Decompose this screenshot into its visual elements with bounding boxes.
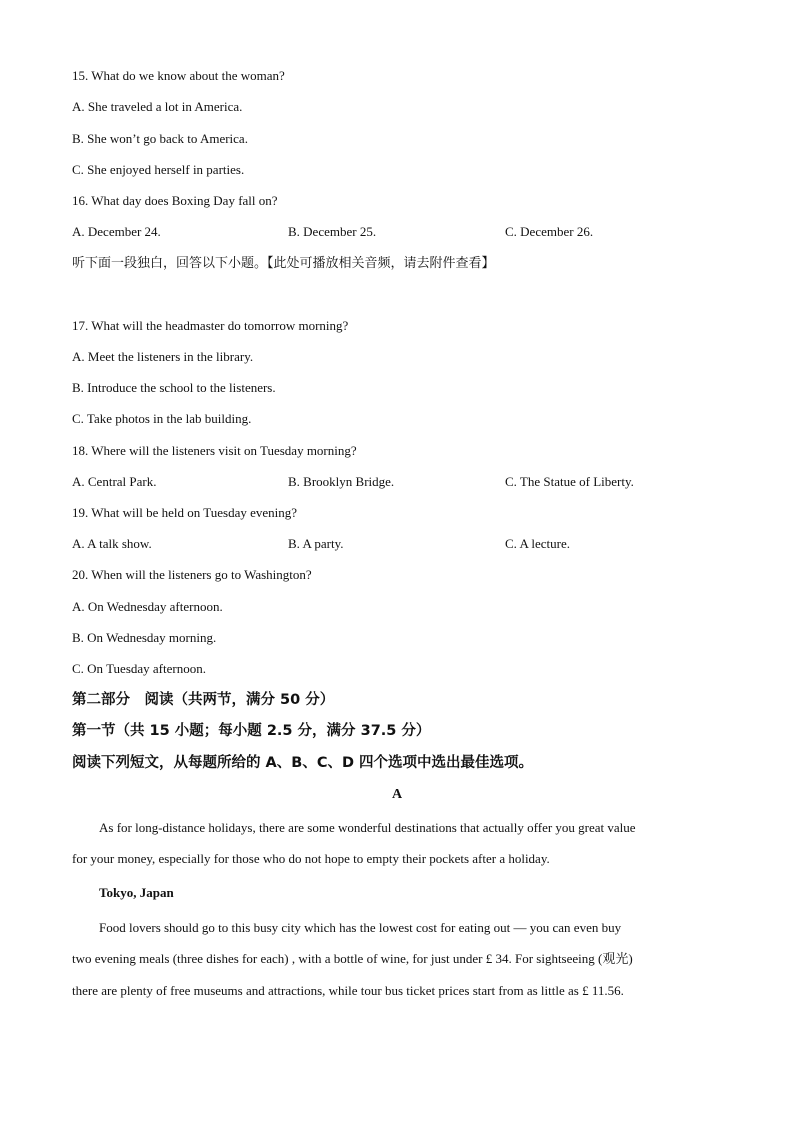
question-17-option-a: A. Meet the listeners in the library. bbox=[72, 349, 254, 364]
question-19-option-a: A. A talk show. bbox=[72, 536, 152, 551]
question-16-stem: 16. What day does Boxing Day fall on? bbox=[72, 193, 278, 208]
passage-intro-line-1: As for long-distance holidays, there are some wonderful destinations that actually offer you great value bbox=[99, 820, 636, 835]
reading-instruction: 阅读下列短文，从每题所给的 A、B、C、D 四个选项中选出最佳选项。 bbox=[72, 755, 534, 771]
audio-note: 听下面一段独白，回答以下小题。【此处可播放相关音频，请去附件查看】 bbox=[72, 256, 495, 271]
question-19-option-c: C. A lecture. bbox=[505, 536, 570, 551]
passage-body-line-2: two evening meals (three dishes for each) , with a bottle of wine, for just under £ 34. For sightseeing (观光) bbox=[72, 951, 633, 966]
question-18-option-a: A. Central Park. bbox=[72, 474, 157, 489]
question-16-option-b: B. December 25. bbox=[288, 224, 377, 239]
passage-intro-line-2: for your money, especially for those who do not hope to empty their pockets after a holiday. bbox=[72, 851, 550, 866]
passage-body-line-3: there are plenty of free museums and attractions, while tour bus ticket prices start from as little as £ 11.56. bbox=[72, 983, 624, 998]
question-20-option-b: B. On Wednesday morning. bbox=[72, 630, 217, 645]
question-18-option-b: B. Brooklyn Bridge. bbox=[288, 474, 395, 489]
question-20-option-a: A. On Wednesday afternoon. bbox=[72, 599, 223, 614]
question-20-option-c: C. On Tuesday afternoon. bbox=[72, 661, 206, 676]
question-18-stem: 18. Where will the listeners visit on Tuesday morning? bbox=[72, 443, 357, 458]
question-15-option-c: C. She enjoyed herself in parties. bbox=[72, 162, 245, 177]
section-one-heading: 第一节（共 15 小题；每小题 2.5 分，满分 37.5 分） bbox=[72, 723, 431, 739]
question-20-stem: 20. When will the listeners go to Washington? bbox=[72, 567, 312, 582]
question-19-option-b: B. A party. bbox=[288, 536, 344, 551]
question-15-option-a: A. She traveled a lot in America. bbox=[72, 99, 243, 114]
passage-subhead-tokyo: Tokyo, Japan bbox=[99, 885, 174, 900]
passage-title: A bbox=[391, 787, 403, 802]
question-16-option-a: A. December 24. bbox=[72, 224, 161, 239]
question-17-stem: 17. What will the headmaster do tomorrow morning? bbox=[72, 318, 349, 333]
passage-body-line-1: Food lovers should go to this busy city which has the lowest cost for eating out — you can even buy bbox=[99, 920, 622, 935]
question-15-option-b: B. She won’t go back to America. bbox=[72, 131, 248, 146]
question-17-option-b: B. Introduce the school to the listeners. bbox=[72, 380, 276, 395]
question-19-stem: 19. What will be held on Tuesday evening? bbox=[72, 505, 298, 520]
question-18-option-c: C. The Statue of Liberty. bbox=[505, 474, 634, 489]
question-15-stem: 15. What do we know about the woman? bbox=[72, 68, 285, 83]
question-16-option-c: C. December 26. bbox=[505, 224, 594, 239]
part-two-heading: 第二部分 阅读（共两节，满分 50 分） bbox=[72, 692, 335, 708]
question-17-option-c: C. Take photos in the lab building. bbox=[72, 411, 252, 426]
